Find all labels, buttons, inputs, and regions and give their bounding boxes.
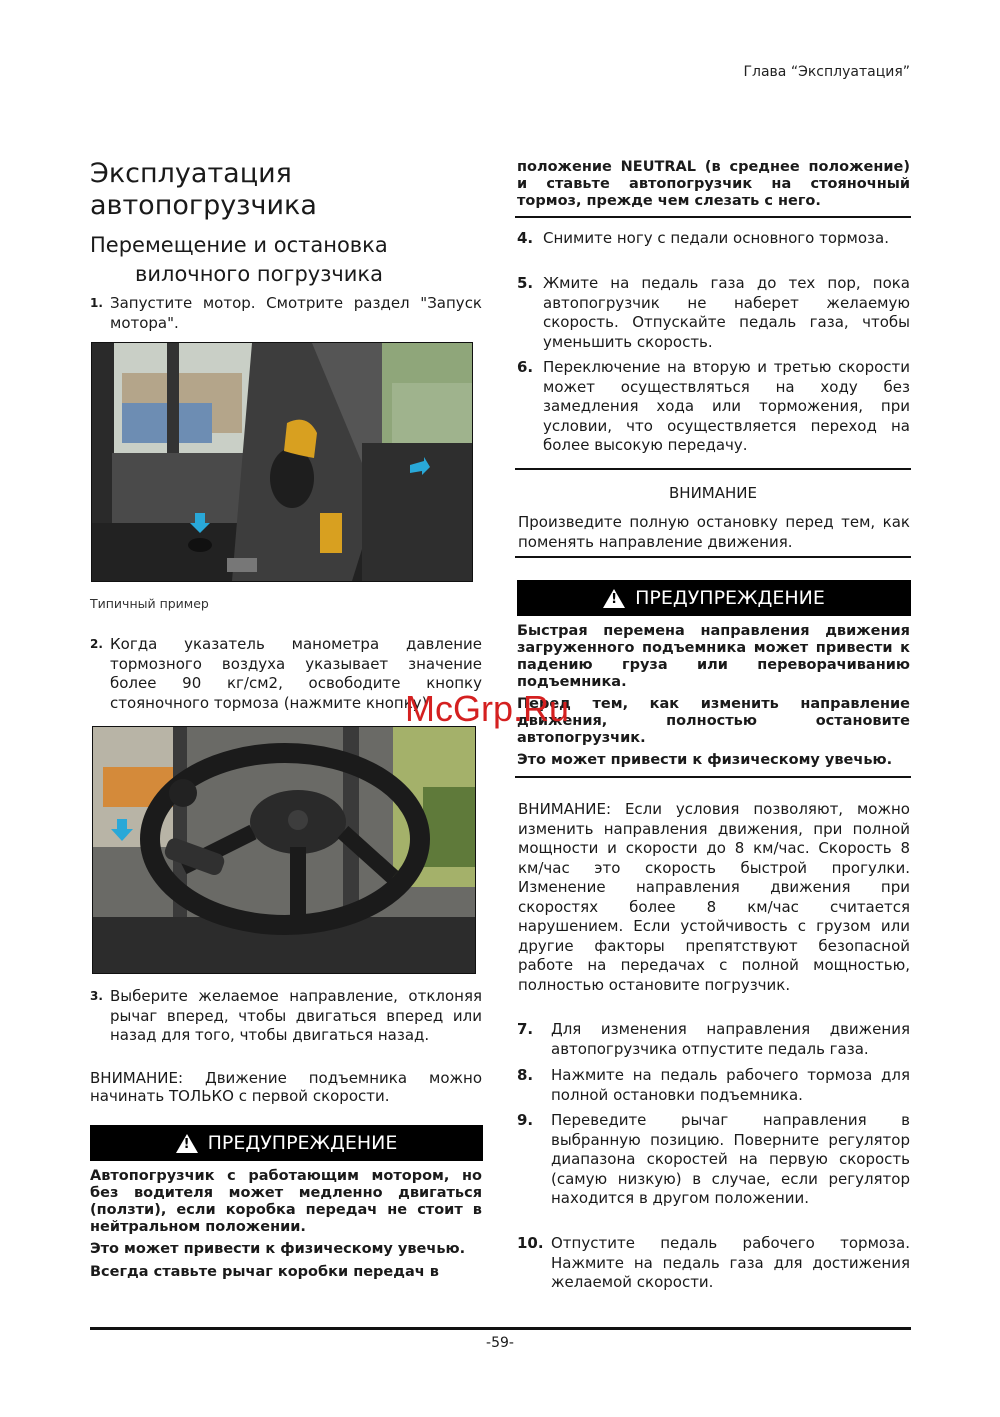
right-note-label: ВНИМАНИЕ:: [518, 800, 612, 818]
warning-bottom-rule: [515, 776, 911, 778]
right-note-text: Если условия позволяют, можно изменить направления движения, при полной мощности и скорости до 8 км/час. Скорость 8 км/час это скорость быстрой прогулки. Изменение направления движения при скоростях более 8 км/час считается нарушением. Если устойчивость с грузом или другие факторы препятствуют безопасной работе на передачах с полной мощностью, полностью остановите погрузчик.: [518, 800, 910, 994]
left-note-text: Движение подъемника можно начинать ТОЛЬКО с первой скорости.: [90, 1069, 482, 1105]
section-subtitle-line1: Перемещение и остановка: [90, 233, 388, 257]
steering-photo-illustration: [93, 727, 475, 973]
caution-top-rule: [515, 468, 911, 470]
right-warning-p2: Перед тем, как изменить направление движения, полностью остановите автопогрузчик.: [517, 696, 910, 746]
left-note: [90, 1069, 482, 1105]
left-warning-header: [90, 1125, 483, 1161]
watermark: McGrp.Ru: [405, 688, 570, 729]
page-title-line1: Эксплуатация: [90, 158, 292, 189]
step-8: 8. Нажмите на педаль рабочего тормоза для полной остановки подъемника.: [517, 1066, 910, 1104]
footer-rule: [90, 1327, 911, 1330]
right-warning-title: ПРЕДУПРЕЖДЕНИЕ: [635, 587, 825, 609]
section-subtitle-line2: вилочного погрузчика: [135, 262, 383, 286]
warning-triangle-icon: [176, 1134, 198, 1153]
caution-title: ВНИМАНИЕ: [669, 484, 757, 502]
divider: [515, 216, 911, 218]
photo-steering-wheel: [92, 726, 476, 974]
section-subtitle: [90, 231, 420, 289]
warning-triangle-icon: [603, 589, 625, 608]
caution-bottom-rule: [515, 556, 911, 558]
step-10: 10. Отпустите педаль рабочего тормоза. Нажмите на педаль газа для достижения желаемой скорости.: [517, 1234, 910, 1291]
right-warning-continuation: положение NEUTRAL (в среднее положение) и ставьте автопогрузчик на стояночный тормоз, прежде чем слезать с него.: [517, 159, 910, 209]
right-warning-p1: Быстрая перемена направления движения загруженного подъемника может привести к падению груза или переворачиванию подъемника.: [517, 623, 910, 690]
left-warning-p3: Всегда ставьте рычаг коробки передач в: [90, 1264, 439, 1280]
photo-caption: Типичный пример: [90, 596, 209, 611]
step-4: 4. Снимите ногу с педали основного тормоза.: [517, 229, 889, 247]
page-title: [90, 158, 490, 222]
caution-text: Произведите полную остановку перед тем, как поменять направление движения.: [518, 513, 910, 551]
step-6: 6. Переключение на вторую и третью скорости может осуществляться на ходу без замедления хода или торможения, при условии, что осуществляется переход на более высокую передачу.: [517, 358, 910, 454]
left-warning-p2: Это может привести к физическому увечью.: [90, 1241, 466, 1257]
left-warning-title: ПРЕДУПРЕЖДЕНИЕ: [207, 1132, 398, 1154]
left-note-label: ВНИМАНИЕ:: [90, 1069, 184, 1087]
page-title-line2: автопогрузчика: [90, 190, 317, 221]
step-5: 5. Жмите на педаль газа до тех пор, пока автопогрузчик не наберет желаемую скорость. Отпускайте педаль газа, чтобы уменьшить скорость.: [517, 274, 910, 351]
step-9: 9. Переведите рычаг направления в выбранную позицию. Поверните регулятор диапазона скоростей на первую скорость (самую низкую) в случае, если регулятор находится в другом положении.: [517, 1111, 910, 1207]
step-3: 3. Выберите желаемое направление, отклоняя рычаг вперед, чтобы двигаться вперед или назад для того, чтобы двигаться назад.: [90, 987, 482, 1044]
chapter-header: Глава “Эксплуатация”: [743, 64, 910, 80]
step-7: 7. Для изменения направления движения автопогрузчика отпустите педаль газа.: [517, 1020, 910, 1058]
right-note: [518, 800, 910, 995]
page-number: -59-: [486, 1335, 514, 1351]
photo-cab-interior: [91, 342, 473, 582]
cab-photo-illustration: [92, 343, 472, 581]
left-warning-p1: Автопогрузчик с работающим мотором, но без водителя может медленно двигаться (ползти), если коробка передач не стоит в нейтральном положении.: [90, 1168, 482, 1235]
right-warning-header: [517, 580, 911, 616]
step-2: 2. Когда указатель манометра давление тормозного воздуха указывает значение более 90 кг/см2, освободите кнопку стояночного тормоза (нажмите кнопку).: [90, 635, 482, 712]
right-warning-p3: Это может привести к физическому увечью.: [517, 752, 893, 768]
step-1: 1. Запустите мотор. Смотрите раздел "Запуск мотора".: [90, 294, 482, 332]
